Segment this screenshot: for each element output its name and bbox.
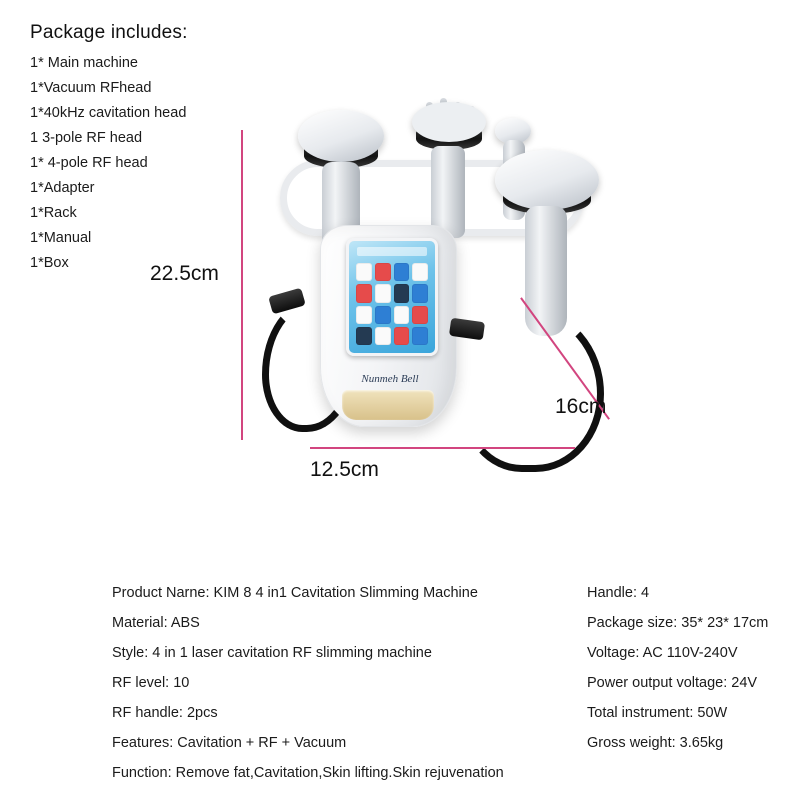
spec-row: Voltage: AC 110V-240V — [587, 645, 738, 661]
spec-row: Handle: 4 — [587, 585, 650, 601]
screen-icon — [394, 306, 410, 324]
screen-icon — [375, 327, 391, 345]
machine-front-plate — [342, 390, 434, 420]
screen-icon — [394, 327, 410, 345]
handle-cap — [412, 102, 486, 142]
machine-touchscreen — [346, 238, 438, 356]
screen-icon — [375, 263, 391, 281]
screen-icon — [356, 327, 372, 345]
handle-cap — [495, 150, 599, 210]
spec-row: Gross weight: 3.65kg — [587, 735, 724, 751]
screen-icon — [356, 263, 372, 281]
spec-row: Total instrument: 50W — [587, 705, 728, 721]
spec-column-left — [112, 578, 567, 788]
handle-stem — [431, 146, 465, 238]
dimension-label-height: 22.5cm — [150, 262, 219, 285]
dimension-line-height — [241, 130, 243, 440]
dimension-label-depth: 16cm — [555, 395, 607, 418]
spec-row: Function: Remove fat,Cavitation,Skin lifting.Skin rejuvenation — [112, 765, 504, 781]
spec-row: Product Narne: KIM 8 4 in1 Cavitation Slimming Machine — [112, 585, 478, 601]
spec-row: Power output voltage: 24V — [587, 675, 758, 691]
package-item: 1*Manual — [30, 230, 92, 246]
spec-row: Material: ABS — [112, 615, 200, 631]
handle-cap — [298, 110, 384, 162]
spec-row: RF level: 10 — [112, 675, 190, 691]
package-includes-title: Package includes: — [30, 22, 188, 43]
screen-icon — [356, 306, 372, 324]
package-item: 1*40kHz cavitation head — [30, 105, 187, 121]
spec-row: RF handle: 2pcs — [112, 705, 218, 721]
package-item: 1*Rack — [30, 205, 77, 221]
specification-table — [112, 578, 782, 788]
package-item: 1*Vacuum RFhead — [30, 80, 152, 96]
package-item: 1* Main machine — [30, 55, 138, 71]
package-item: 1* 4-pole RF head — [30, 155, 148, 171]
screen-icon — [394, 263, 410, 281]
spec-row: Package size: 35* 23* 17cm — [587, 615, 769, 631]
screen-icon — [412, 306, 428, 324]
screen-icon — [394, 284, 410, 302]
package-item: 1*Adapter — [30, 180, 95, 196]
screen-header-bar — [357, 247, 427, 256]
screen-icon — [412, 263, 428, 281]
spec-row: Features: Cavitation + RF + Vacuum — [112, 735, 347, 751]
machine-brand-logo: Nunmeh Bell — [361, 373, 419, 385]
screen-icon — [375, 306, 391, 324]
package-item: 1 3-pole RF head — [30, 130, 143, 146]
screen-icon — [412, 284, 428, 302]
screen-icon — [412, 327, 428, 345]
screen-icon — [375, 284, 391, 302]
spec-column-right — [587, 578, 782, 788]
spec-row: Style: 4 in 1 laser cavitation RF slimming machine — [112, 645, 432, 661]
screen-icon — [356, 284, 372, 302]
screen-icon-grid — [356, 263, 428, 345]
dimension-line-width — [310, 447, 575, 449]
dimension-label-width: 12.5cm — [310, 458, 379, 481]
package-item: 1*Box — [30, 255, 69, 271]
